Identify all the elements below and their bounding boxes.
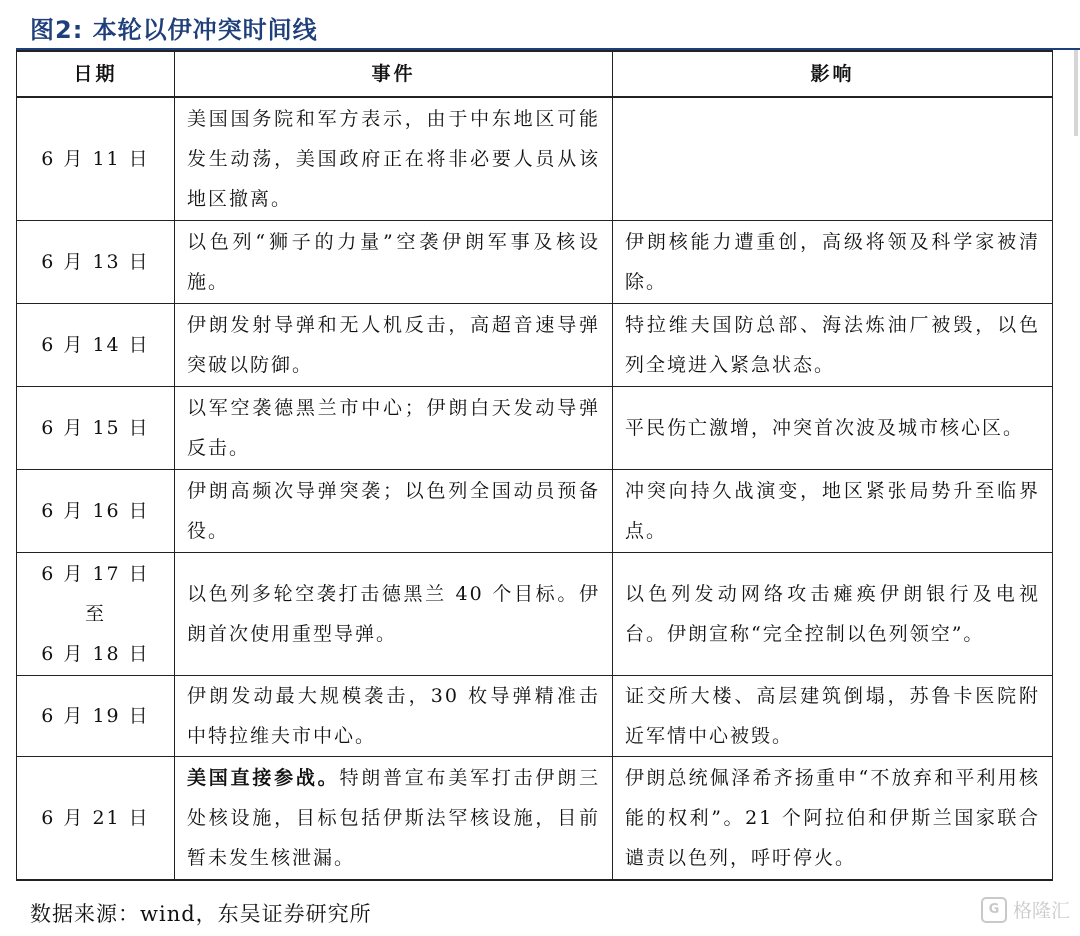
date-line: 6 月 16 日 <box>41 500 150 522</box>
event-cell <box>175 757 613 881</box>
header-date: 日期 <box>17 51 175 97</box>
date-cell <box>17 553 175 676</box>
date-line: 6 月 21 日 <box>41 807 150 829</box>
header-event: 事件 <box>175 51 613 97</box>
impact-text: 平民伤亡激增，冲突首次波及城市核心区。 <box>625 417 1025 439</box>
date-line: 6 月 18 日 <box>41 643 150 665</box>
watermark-text: 格隆汇 <box>1012 900 1070 922</box>
impact-cell <box>613 470 1053 553</box>
date-cell <box>17 470 175 553</box>
table-row <box>17 221 1053 304</box>
event-text: 伊朗高频次导弹突袭；以色列全国动员预备役。 <box>187 480 600 542</box>
event-text: 特朗普宣布美军打击伊朗三处核设施，目标包括伊斯法罕核设施，目前暂未发生核泄漏。 <box>187 767 600 869</box>
table-row <box>17 676 1053 757</box>
date-line: 6 月 17 日 <box>41 563 150 585</box>
impact-cell <box>613 553 1053 676</box>
table-row <box>17 553 1053 676</box>
date-line: 6 月 13 日 <box>41 251 150 273</box>
event-text: 伊朗发射导弹和无人机反击，高超音速导弹突破以防御。 <box>187 314 600 376</box>
event-text: 伊朗发动最大规模袭击，30 枚导弹精准击中特拉维夫市中心。 <box>187 685 600 747</box>
event-text: 以色列多轮空袭打击德黑兰 40 个目标。伊朗首次使用重型导弹。 <box>187 583 600 645</box>
event-cell <box>175 97 613 221</box>
table-row <box>17 304 1053 387</box>
scrollbar-thumb[interactable] <box>1074 50 1078 136</box>
event-text: 以军空袭德黑兰市中心；伊朗白天发动导弹反击。 <box>187 397 600 459</box>
event-cell <box>175 676 613 757</box>
event-cell <box>175 221 613 304</box>
date-line: 6 月 11 日 <box>41 148 150 170</box>
impact-cell <box>613 757 1053 881</box>
date-line: 6 月 15 日 <box>41 417 150 439</box>
event-cell <box>175 387 613 470</box>
impact-text: 伊朗总统佩泽希齐扬重申“不放弃和平利用核能的权利”。21 个阿拉伯和伊斯兰国家联合谴责以色列，呼吁停火。 <box>625 767 1040 869</box>
date-cell <box>17 757 175 881</box>
impact-text: 证交所大楼、高层建筑倒塌，苏鲁卡医院附近军情中心被毁。 <box>625 685 1040 747</box>
date-line: 6 月 19 日 <box>41 705 150 727</box>
date-cell <box>17 304 175 387</box>
data-source-note: 数据来源：wind，东吴证券研究所 <box>30 902 372 926</box>
impact-text: 伊朗核能力遭重创，高级将领及科学家被清除。 <box>625 231 1040 293</box>
event-cell <box>175 553 613 676</box>
figure-title: 图2: 本轮以伊冲突时间线 <box>30 16 318 44</box>
date-cell <box>17 387 175 470</box>
table-row <box>17 97 1053 221</box>
table-row <box>17 757 1053 881</box>
date-line: 至 <box>84 603 106 625</box>
date-cell <box>17 221 175 304</box>
impact-cell <box>613 304 1053 387</box>
date-cell <box>17 97 175 221</box>
impact-text: 特拉维夫国防总部、海法炼油厂被毁，以色列全境进入紧急状态。 <box>625 314 1040 376</box>
event-text: 美国国务院和军方表示，由于中东地区可能发生动荡，美国政府正在将非必要人员从该地区撤离。 <box>187 108 600 210</box>
event-cell <box>175 304 613 387</box>
impact-text: 以色列发动网络攻击瘫痪伊朗银行及电视台。伊朗宣称“完全控制以色列领空”。 <box>625 583 1040 645</box>
impact-cell <box>613 676 1053 757</box>
impact-text: 冲突向持久战演变，地区紧张局势升至临界点。 <box>625 480 1040 542</box>
impact-cell <box>613 387 1053 470</box>
watermark-logo-icon: G <box>981 897 1007 923</box>
watermark <box>981 896 1070 923</box>
table-header-row <box>17 51 1053 97</box>
impact-cell <box>613 221 1053 304</box>
date-line: 6 月 14 日 <box>41 334 150 356</box>
date-cell <box>17 676 175 757</box>
timeline-table <box>16 50 1053 881</box>
event-cell <box>175 470 613 553</box>
event-emphasis: 美国直接参战。 <box>187 767 340 789</box>
table-row <box>17 387 1053 470</box>
header-impact: 影响 <box>613 51 1053 97</box>
impact-cell <box>613 97 1053 221</box>
table-row <box>17 470 1053 553</box>
event-text: 以色列“狮子的力量”空袭伊朗军事及核设施。 <box>187 231 600 293</box>
